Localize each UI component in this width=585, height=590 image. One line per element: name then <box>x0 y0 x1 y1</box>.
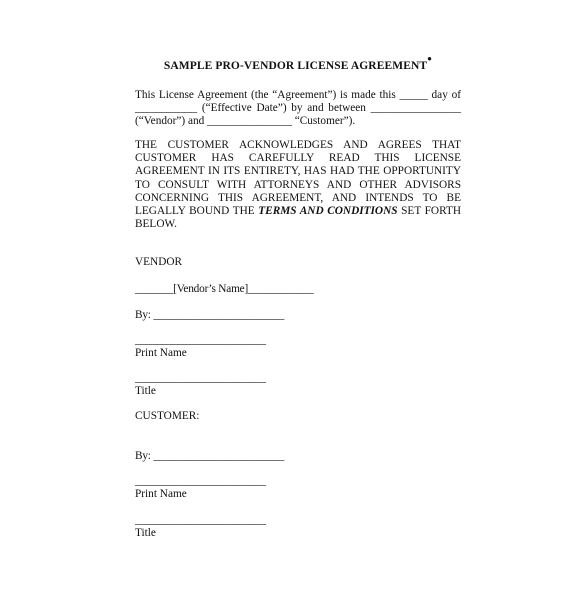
vendor-title-line: ________________________ <box>135 372 266 384</box>
vendor-heading: VENDOR <box>135 256 183 268</box>
ack-line-2: CUSTOMER HAS CAREFULLY READ THIS LICENSE <box>135 152 461 165</box>
ack-line-3: AGREEMENT IN ITS ENTIRETY, HAS HAD THE OPPORTUNITY <box>135 165 461 178</box>
intro-line-1: This License Agreement (the “Agreement”) is made this _____ day of <box>135 89 461 101</box>
acknowledgement-paragraph <box>135 139 461 231</box>
ack-line-5: CONCERNING THIS AGREEMENT, AND INTENDS TO BE <box>135 191 461 204</box>
customer-heading: CUSTOMER: <box>135 410 200 422</box>
intro-paragraph <box>135 89 461 129</box>
ack-line-6-end: SET FORTH <box>397 205 461 218</box>
ack-line-7: BELOW. <box>135 218 177 231</box>
customer-by-line: By: ________________________ <box>135 450 285 462</box>
intro-line-3: (“Vendor”) and _______________ “Customer”). <box>135 115 356 128</box>
ack-line-6 <box>135 205 461 218</box>
title-bullet-icon: ● <box>427 54 433 63</box>
vendor-print-name-label: Print Name <box>135 347 187 359</box>
customer-title-line: ________________________ <box>135 514 266 526</box>
document-title <box>135 54 461 72</box>
ack-line-1: THE CUSTOMER ACKNOWLEDGES AND AGREES THAT <box>135 139 461 151</box>
intro-line-2: ___________ (“Effective Date”) by and between ________________ <box>135 102 461 115</box>
document-title-text: SAMPLE PRO-VENDOR LICENSE AGREEMENT <box>163 59 428 72</box>
customer-print-name-line: ________________________ <box>135 475 266 487</box>
vendor-title-label: Title <box>135 385 156 397</box>
customer-title-label: Title <box>135 527 156 539</box>
customer-print-name-label: Print Name <box>135 488 187 500</box>
ack-line-4: TO CONSULT WITH ATTORNEYS AND OTHER ADVISORS <box>135 178 461 191</box>
terms-and-conditions-emphasis: TERMS AND CONDITIONS <box>258 205 398 218</box>
vendor-print-name-line: ________________________ <box>135 334 266 346</box>
vendor-name-line: _______[Vendor’s Name]____________ <box>135 283 314 295</box>
ack-line-6-start: LEGALLY BOUND THE <box>135 205 259 218</box>
vendor-by-line: By: ________________________ <box>135 309 285 321</box>
